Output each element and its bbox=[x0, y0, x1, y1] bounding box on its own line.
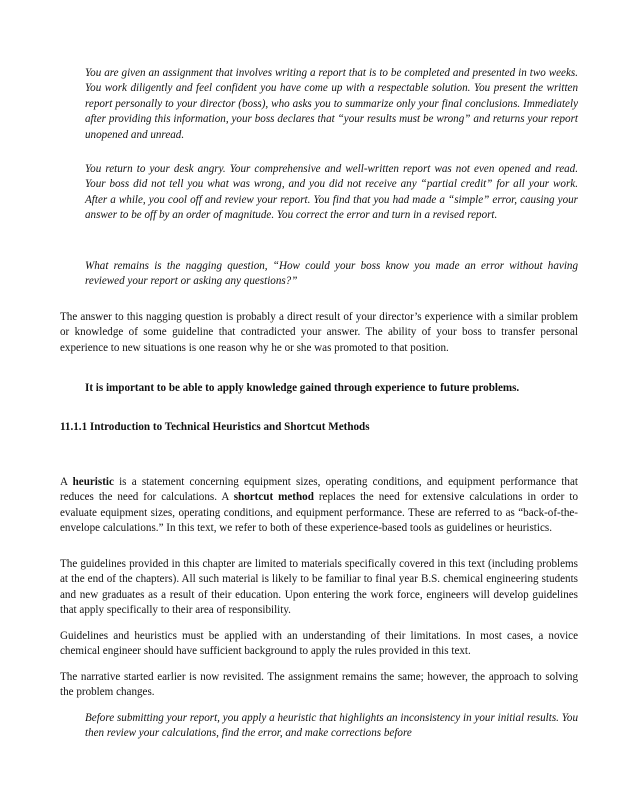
guidelines-paragraph: The guidelines provided in this chapter are limited to materials specifically covered in this text (including problems at the end of the chapters). All such material is likely to be familiar to final year B.S. chemical engineering students and new graduates as a result of their education. Upon entering the work force, engineers will develop guidelines that apply specifically to their area of responsibility. bbox=[60, 558, 578, 617]
story-paragraph-assignment: You are given an assignment that involves writing a report that is to be completed and presented in two weeks. You work diligently and feel confident you have come up with a respectable solution. You present the written report personally to your director (boss), who asks you to summarize only your final conclusions. Immediately after providing this information, your boss declares that “your results must be wrong” and returns your report unopened and unread. bbox=[85, 67, 578, 141]
story-paragraph-return: You return to your desk angry. Your comprehensive and well-written report was not even opened and read. Your boss did not tell you what was wrong, and you did not receive any “partial credit” for all your work. After a while, you cool off and review your report. You find that you had made a “simple” error, causing your answer to be off by an order of magnitude. You correct the error and turn in a revised report. bbox=[85, 163, 578, 222]
term-heuristic: heuristic bbox=[72, 476, 114, 488]
story-paragraph-question: What remains is the nagging question, “How could your boss know you made an error without having reviewed your report or asking any questions?” bbox=[85, 260, 578, 288]
answer-paragraph: The answer to this nagging question is probably a direct result of your director’s experience with a similar problem or knowledge of some guideline that contradicted your answer. The ability of your boss to transfer personal experience to new situations is one reason why he or she was promoted to that position. bbox=[60, 311, 578, 354]
section-heading: 11.1.1 Introduction to Technical Heuristics and Shortcut Methods bbox=[60, 421, 370, 433]
limitations-paragraph: Guidelines and heuristics must be applied with an understanding of their limitations. In most cases, a novice chemical engineer should have sufficient background to apply the rules provided in this text. bbox=[60, 630, 578, 658]
text-run: A bbox=[60, 476, 73, 488]
closing-story-paragraph: Before submitting your report, you apply a heuristic that highlights an inconsistency in your initial results. You then review your calculations, find the error, and make corrections before bbox=[85, 712, 578, 740]
key-statement: It is important to be able to apply knowledge gained through experience to future problems. bbox=[85, 382, 520, 394]
term-shortcut-method: shortcut method bbox=[233, 491, 314, 504]
text-run: replaces the need for extensive calculations in order to evaluate equipment sizes, operating conditions, and equipment performance. These are referred to as “back-of-the-envelope calculations.” In this text, we refer to both of these experience-based tools as guidelines or heuristics. bbox=[60, 491, 578, 535]
text-run: is a statement concerning equipment sizes, operating conditions, and equipment performance that reduces the need for calculations. A bbox=[60, 476, 578, 504]
revisited-paragraph: The narrative started earlier is now revisited. The assignment remains the same; however, the approach to solving the problem changes. bbox=[60, 671, 578, 699]
heuristic-definition-paragraph bbox=[60, 475, 578, 537]
